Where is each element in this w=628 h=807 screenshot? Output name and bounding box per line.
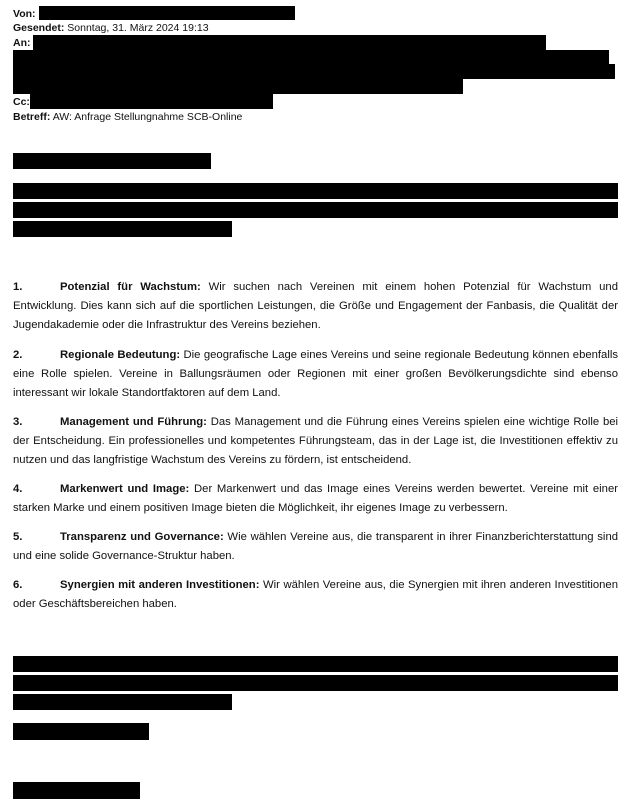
- to-label: An:: [13, 37, 31, 49]
- criterion-text: Der Markenwert und das Image eines Vereins werden bewertet. Vereine mit einer starken Marke und einem positiven Image bieten die Möglichkeit, ihr eigenes Image zu verbessern.: [13, 483, 618, 514]
- subject-value: AW: Anfrage Stellungnahme SCB-Online: [52, 111, 243, 123]
- cc-line: [13, 96, 30, 109]
- criterion-title: Synergien mit anderen Investitionen:: [60, 579, 260, 591]
- redacted-signature: [13, 782, 140, 799]
- criterion-1: [13, 278, 618, 335]
- redacted-recipients-4: [13, 79, 463, 94]
- criterion-3: [13, 413, 618, 470]
- criterion-5: [13, 528, 618, 566]
- to-line: [13, 37, 31, 50]
- redacted-intro-2: [13, 202, 618, 218]
- redacted-intro-1: [13, 183, 618, 199]
- criterion-number: 3.: [13, 416, 23, 428]
- redacted-recipients-3: [13, 64, 615, 79]
- redacted-greeting: [13, 153, 211, 169]
- criterion-number: 2.: [13, 349, 23, 361]
- subject-label: Betreff:: [13, 111, 51, 123]
- redacted-recipients-1: [33, 35, 546, 50]
- redacted-sender: [39, 6, 295, 20]
- redacted-closing-2: [13, 675, 618, 691]
- criterion-text: Das Management und die Führung eines Vereins spielen eine wichtige Rolle bei der Entscheidung. Ein professionelles und kompetentes Führungsteam, das in der Lage ist, die Investitionen effektiv zu nutzen und das langfristige Wachstum des Vereins zu fördern, ist entscheidend.: [13, 416, 619, 466]
- redacted-cc: [30, 94, 273, 109]
- criterion-6: [13, 576, 618, 614]
- redacted-recipients-2: [13, 50, 609, 64]
- from-line: [13, 8, 36, 21]
- criterion-number: 5.: [13, 531, 23, 543]
- cc-label: Cc:: [13, 96, 30, 108]
- redacted-closing-3: [13, 694, 232, 710]
- criterion-title: Management und Führung:: [60, 416, 207, 428]
- from-label: Von:: [13, 8, 36, 20]
- criterion-number: 6.: [13, 579, 23, 591]
- criterion-text: Wir wählen Vereine aus, die Synergien mit ihren anderen Investitionen oder Geschäftsbereichen haben.: [13, 579, 618, 610]
- criterion-text: Wie wählen Vereine aus, die transparent in ihrer Finanzberichterstattung sind und eine solide Governance-Struktur haben.: [13, 531, 619, 562]
- redacted-signoff: [13, 723, 149, 740]
- criterion-text: Wir suchen nach Vereinen mit einem hohen Potenzial für Wachstum und Entwicklung. Dies kann sich auf die sportlichen Leistungen, die Größe und Engagement der Fanbasis, die Qualität der Jugendakademie oder die Infrastruktur des Vereins beziehen.: [13, 281, 618, 331]
- sent-label: Gesendet:: [13, 22, 65, 34]
- sent-line: [13, 22, 209, 35]
- criterion-title: Markenwert und Image:: [60, 483, 190, 495]
- subject-line: [13, 111, 242, 124]
- redacted-intro-3: [13, 221, 232, 237]
- criterion-title: Transparenz und Governance:: [60, 531, 224, 543]
- criterion-number: 1.: [13, 281, 23, 293]
- criterion-text: Die geografische Lage eines Vereins und seine regionale Bedeutung können ebenfalls eine Rolle spielen. Vereine in Ballungsräumen oder Regionen mit einer großen Bevölkerungsdichte sind ebenso interessant wir lokale Standortfaktoren auf dem Land.: [13, 349, 619, 399]
- criterion-title: Regionale Bedeutung:: [60, 349, 181, 361]
- criterion-4: [13, 480, 618, 518]
- criterion-2: [13, 346, 618, 403]
- sent-value: Sonntag, 31. März 2024 19:13: [67, 22, 209, 34]
- criterion-title: Potenzial für Wachstum:: [60, 281, 201, 293]
- criterion-number: 4.: [13, 483, 23, 495]
- redacted-closing-1: [13, 656, 618, 672]
